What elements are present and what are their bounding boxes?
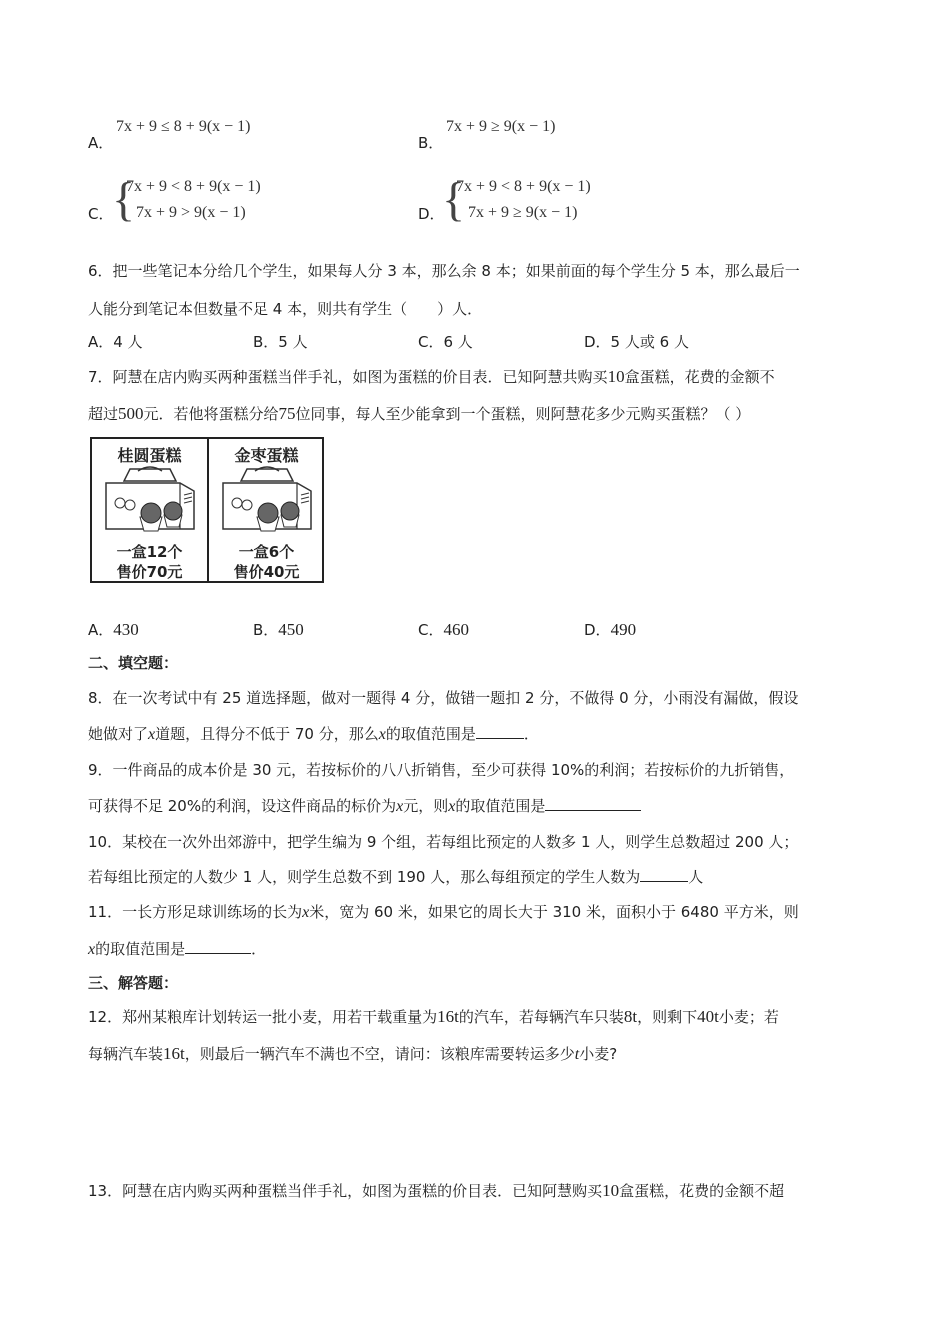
q9-line2: 可获得不足 20%的利润，设这件商品的标价为x元，则x的取值范围是	[88, 795, 641, 816]
q7-line1-text-b: 盒蛋糕，花费的金额不	[624, 368, 775, 386]
cake-name-longan: 桂圆蛋糕	[117, 446, 182, 465]
q11-line2: x的取值范围是 ．	[88, 940, 267, 958]
q8-line1: 8．在一次考试中有 25 道选择题，做对一题得 4 分，做错一题扣 2 分，不做得 0 分，小雨没有漏做，假设	[88, 689, 799, 707]
q7-line2-text-c: 位同事，每人至少能拿到一个蛋糕，则阿慧花多少元购买蛋糕？（ ）	[295, 405, 751, 423]
q12-line2: 每辆汽车装16t，则最后一辆汽车不满也不空，请问：该粮库需要转运多少t小麦?	[88, 1044, 618, 1063]
q5-option-b-expression: 7x + 9 ≥ 9(x − 1)	[446, 118, 556, 135]
q6-option-d: D．5 人或 6 人	[584, 333, 689, 351]
q5-option-c-line1: 7x + 9 < 8 + 9(x − 1)	[126, 178, 261, 195]
q5-option-a-expression: 7x + 9 ≤ 8 + 9(x − 1)	[116, 118, 251, 135]
q11-line1: 11．一长方形足球训练场的长为x米，宽为 60 米，如果它的周长大于 310 米，面积小于 6480 平方米，则	[88, 903, 799, 921]
q6-option-a: A．4 人	[88, 333, 143, 351]
q11-var-x: x	[302, 904, 310, 921]
cake-panel-kumquat	[209, 439, 324, 581]
cake-name-kumquat: 金枣蛋糕	[234, 446, 299, 465]
section-fill-in-heading: 二、填空题：	[88, 654, 179, 672]
q7-option-c: C．460	[418, 620, 469, 639]
cake-price-table	[90, 437, 324, 583]
cake-price-kumquat: 售价40元	[233, 563, 300, 581]
cake-box-illustration-right	[217, 465, 317, 537]
cake-count-kumquat: 一盒6个	[238, 543, 295, 561]
q9-var-x2: x	[448, 798, 456, 815]
q13-line1: 13．阿慧在店内购买两种蛋糕当伴手礼，如图为蛋糕的价目表．已知阿慧购买10盒蛋糕，花费的金额不超	[88, 1181, 785, 1200]
q9-var-x: x	[396, 798, 404, 815]
q5-option-d-line2: 7x + 9 ≥ 9(x − 1)	[468, 204, 578, 221]
q12-line1: 12．郑州某粮库计划转运一批小麦，用若干载重量为16t的汽车，若每辆汽车只装8t，则剩下40t小麦；若	[88, 1007, 779, 1026]
q6-line1: 6．把一些笔记本分给几个学生，如果每人分 3 本，那么余 8 本；如果前面的每个学生分 5 本，那么最后一	[88, 262, 800, 280]
q10-line1: 10．某校在一次外出郊游中，把学生编为 9 个组，若每组比预定的人数多 1 人，则学生总数超过 200 人；	[88, 833, 799, 851]
q5-option-c-label: C．	[88, 205, 114, 223]
q7-coworkers: 75	[278, 404, 296, 423]
cake-panel-longan	[92, 439, 207, 581]
q7-line2-text-a: 超过	[88, 405, 119, 423]
q6-option-b: B．5 人	[253, 333, 308, 351]
q9-answer-blank[interactable]	[545, 796, 641, 811]
q5-option-a-label: A．	[88, 134, 114, 152]
q5-option-d-line1: 7x + 9 < 8 + 9(x − 1)	[456, 178, 591, 195]
q9-line1: 9．一件商品的成本价是 30 元，若按标价的八八折销售，至少可获得 10%的利润；若按标价的九折销售，	[88, 761, 795, 779]
q10-line2: 若每组比预定的人数少 1 人，则学生总数不到 190 人，那么每组预定的学生人数为 人	[88, 868, 704, 886]
q5-option-d-label: D．	[418, 205, 445, 223]
q10-answer-blank[interactable]	[640, 867, 688, 882]
q8-var-x: x	[148, 726, 156, 743]
q7-option-b: B．450	[253, 620, 304, 639]
q7-budget: 500	[118, 404, 144, 423]
q5-option-c-brace: {	[112, 173, 136, 226]
q7-option-a: A．430	[88, 620, 139, 639]
section-solve-heading: 三、解答题：	[88, 974, 179, 992]
q7-line2	[88, 403, 750, 424]
q7-box-count: 10	[607, 367, 625, 386]
q7-line1	[88, 366, 775, 387]
cake-count-longan: 一盒12个	[116, 543, 183, 561]
q5-option-b-label: B．	[418, 134, 444, 152]
q11-answer-blank[interactable]	[185, 939, 251, 954]
q6-line2: 人能分到笔记本但数量不足 4 本，则共有学生（ ）人．	[88, 300, 483, 318]
q8-line2: 她做对了x道题，且得分不低于 70 分，那么x的取值范围是 ．	[88, 725, 539, 743]
q8-var-x2: x	[378, 726, 386, 743]
q7-line2-text-b: 元．若他将蛋糕分给	[143, 405, 279, 423]
q5-option-d-brace: {	[442, 173, 466, 226]
q7-option-d: D．490	[584, 620, 637, 639]
cake-price-longan: 售价70元	[116, 563, 183, 581]
cake-box-illustration-left	[100, 465, 200, 537]
q5-option-c-line2: 7x + 9 > 9(x − 1)	[136, 204, 246, 221]
q11-var-x2: x	[88, 941, 96, 958]
q8-answer-blank[interactable]	[476, 724, 524, 739]
q7-line1-text-a: 7．阿慧在店内购买两种蛋糕当伴手礼，如图为蛋糕的价目表．已知阿慧共购买	[88, 368, 608, 386]
q6-option-c: C．6 人	[418, 333, 473, 351]
